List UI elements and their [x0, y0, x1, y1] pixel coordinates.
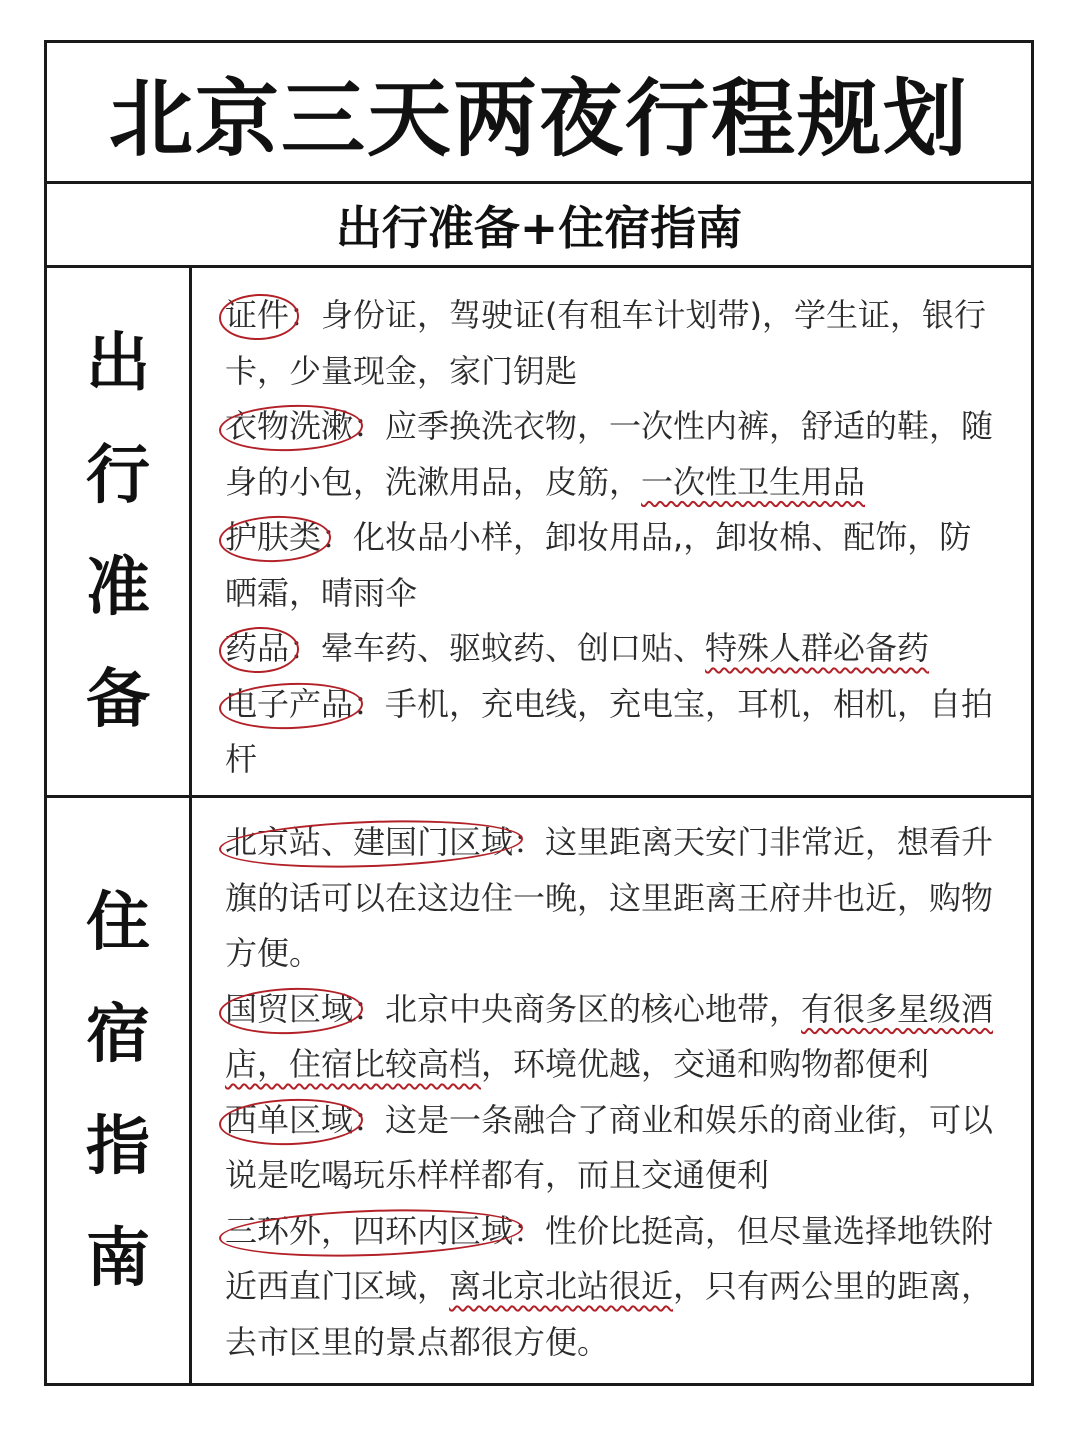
- entry-highlight: 离北京北站很近: [449, 1267, 674, 1305]
- entry-beijing-station-area: [225, 815, 1001, 982]
- page-subtitle: 出行准备+住宿指南: [335, 200, 743, 255]
- section-label-char: 行: [86, 438, 150, 513]
- entry-text: ：这里距离天安门非常近，想看升旗的话可以在这边住一晚，这里距离王府井也近，购物方便。: [225, 823, 994, 972]
- entry-xidan-area: [225, 1093, 1001, 1204]
- section-lodging-guide: [47, 798, 1031, 1383]
- entry-key: 西单区域: [225, 1093, 353, 1149]
- section-content-lodging-guide: [225, 815, 1001, 1370]
- entry-key: 护肤类: [225, 510, 321, 566]
- section-label-char: 住: [86, 885, 150, 960]
- section-label-char: 备: [86, 662, 150, 737]
- section-label-travel-prep: [47, 268, 192, 795]
- entry-key: 北京站、建国门区域: [225, 815, 513, 871]
- section-label-char: 出: [86, 326, 150, 401]
- entry-text: ：性价比挺高，但尽量选择地铁附近西直门区域，: [225, 1211, 994, 1305]
- entry-skincare: [225, 510, 1001, 621]
- entry-text-after: ，只有两公里的距离，去市区里的景点都很方便。: [225, 1267, 994, 1361]
- section-content-travel-prep: [225, 288, 1001, 788]
- entry-text: ：晕车药、驱蚊药、创口贴、: [289, 629, 706, 667]
- entry-key: 药品: [225, 621, 289, 677]
- title-row: [47, 43, 1031, 184]
- entry-text: ：应季换洗衣物，一次性内裤，舒适的鞋，随身的小包，洗漱用品，皮筋，: [225, 407, 994, 501]
- section-label-char: 宿: [86, 997, 150, 1072]
- entry-highlight: 特殊人群必备药: [705, 629, 930, 667]
- entry-text: ：手机，充电线，充电宝，耳机，相机，自拍杆: [225, 684, 994, 778]
- section-label-char: 指: [86, 1109, 150, 1184]
- section-label-lodging-guide: [47, 798, 192, 1383]
- entry-medicine: [225, 621, 1001, 677]
- section-travel-prep: [47, 268, 1031, 798]
- entry-key: 证件: [225, 288, 289, 344]
- entry-guomao-area: [225, 982, 1001, 1093]
- entry-highlight: 一次性卫生用品: [641, 462, 866, 501]
- page-title: 北京三天两夜行程规划: [108, 69, 969, 168]
- entry-text: ：这是一条融合了商业和娱乐的商业街，可以说是吃喝玩乐样样都有，而且交通便利: [225, 1100, 994, 1194]
- entry-text: ：身份证，驾驶证(有租车计划带)，学生证，银行卡，少量现金，家门钥匙: [225, 296, 986, 390]
- entry-text: ：化妆品小样，卸妆用品,，卸妆棉、配饰，防晒霜，晴雨伞: [225, 518, 972, 612]
- itinerary-sheet: [44, 40, 1034, 1386]
- entry-documents: [225, 288, 1001, 399]
- entry-third-fourth-ring-area: [225, 1204, 1001, 1371]
- section-label-char: 准: [86, 550, 150, 625]
- entry-text: ：北京中央商务区的核心地带，: [353, 989, 802, 1028]
- entry-text-after: ，环境优越，交通和购物都便利: [481, 1045, 930, 1083]
- entry-key: 国贸区域: [225, 982, 353, 1038]
- entry-key: 三环外，四环内区域: [225, 1204, 513, 1260]
- subtitle-row: [47, 184, 1031, 268]
- entry-electronics: [225, 677, 1001, 788]
- entry-highlight: 有很多星级酒店，住宿比较高档: [225, 989, 994, 1083]
- entry-key: 衣物洗漱: [225, 399, 353, 455]
- entry-clothing-toiletries: [225, 399, 1001, 510]
- entry-key: 电子产品: [225, 677, 353, 733]
- section-label-char: 南: [86, 1221, 150, 1296]
